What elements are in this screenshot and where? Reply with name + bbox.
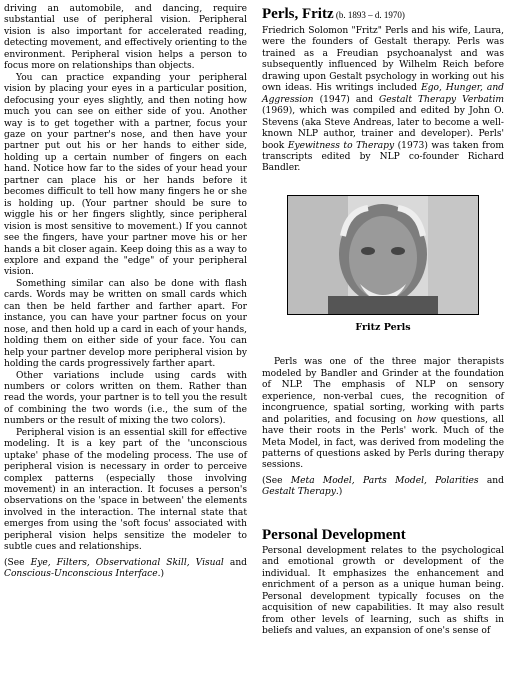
see-also-link[interactable]: Conscious-Unconscious Interface <box>4 569 158 580</box>
left-column <box>4 4 247 581</box>
paragraph: You can practice expanding your peripheral vision by placing your eyes in a particular position, defocusing your eyes slightly, and then noting how much you can see on either side of you. Another way is to get together with a partner, focus your gaze on your partner's nose, and then have your partner put out his or her hands to either side, holding up a certain number of fingers on each hand. Notice how far to the sides of your head your partner can place his or her hands before it becomes difficult to tell how many fingers he or she is holding up. (Your partner should be sure to wiggle his or her fingers slightly, since peripheral vision is most sensitive to movement.) If you cannot see the fingers, have your partner move his or her hands a bit closer again. Keep doing this as a way to explore and expand the "edge" of your peripheral vision. <box>4 72 247 278</box>
paragraph: Peripheral vision is an essential skill for effective modeling. It is a key part of the 'unconscious uptake' phase of the modeling process. The use of peripheral vision is necessary in order to perceive complex patterns (especially those involving movement) in an interaction. It focuses a person's observations on the 'space in between' the elements involved in the interaction. The internal state that emerges from using the 'soft focus' associated with peripheral vision helps sensitize the modeler to subtle cues and relationships. <box>4 427 247 553</box>
entry-dates: (b. 1893 – d. 1970) <box>333 10 405 20</box>
book-title: Gestalt Therapy Verbatim <box>379 94 504 105</box>
paragraph: Something similar can also be done with flash cards. Words may be written on small cards which can then be held farther and farther apart. For instance, you can have your partner focus on your nose, and then hold up a card in each of your hands, holding them on either side of your face. You can help your partner develop more peripheral vision by holding the cards progressively farther apart. <box>4 278 247 370</box>
portrait-photo <box>287 195 479 315</box>
see-also-links[interactable]: Eye, Filters, Observational Skill, Visual <box>30 557 224 568</box>
book-title: Eyewitness to Therapy <box>287 140 395 151</box>
see-also-links[interactable]: Meta Model, Parts Model, Polarities <box>290 475 479 486</box>
paragraph: Perls was one of the three major therapists modeled by Bandler and Grinder at the foundation of NLP. The emphasis of NLP on sensory experience, non-verbal cues, the recognition of incongruence, spatial sorting, working with parts and polarities, and focusing on how questions, all have their roots in the Perls' work. Much of the Meta Model, in fact, was derived from modeling the patterns of questions asked by Perls during therapy sessions. <box>262 357 504 471</box>
entry-heading: Personal Development <box>262 526 406 543</box>
paragraph: Personal development relates to the psychological and emotional growth or development of the individual. It emphasizes the enhancement and enrichment of a person as a unique human being. Personal development typically focuses on the acquisition of new capabilities. It may also result from other levels of learning, such as shifts in beliefs and values, an expansion of one's sense of <box>262 545 504 636</box>
right-column <box>262 4 504 637</box>
photo-caption: Fritz Perls <box>355 321 411 333</box>
see-also: (See Meta Model, Parts Model, Polarities and Gestalt Therapy.) <box>262 475 504 498</box>
book-title: Ego, Hunger, and Aggression <box>262 83 504 105</box>
see-also: (See Eye, Filters, Observational Skill, Visual and Conscious-Unconscious Interface.) <box>4 557 247 580</box>
paragraph: driving an automobile, and dancing, require substantial use of peripheral vision. Peripheral vision is also important for accelerated reading, detecting movement, and effectively orienting to the environment. Peripheral vision helps a person to focus more on relationships than objects. <box>4 4 247 72</box>
paragraph: Other variations include using cards with numbers or colors written on them. Rather than read the words, your partner is to tell you the result of combining the two words (i.e., the sum of the numbers or the result of mixing the two colors). <box>4 370 247 427</box>
paragraph: Friedrich Solomon "Fritz" Perls and his wife, Laura, were the founders of Gestalt therapy. Perls was trained as a Freudian psychoanalyst and was subsequently influenced by Wilhelm Reich before drawing upon Gestalt psychology in working out his own ideas. His writings included Ego, Hunger, and Aggression (1947) and Gestalt Therapy Verbatim (1969), which was compiled and edited by John O. Stevens (aka Steve Andreas, later to become a well-known NLP author, trainer and developer). Perls' book Eyewitness to Therapy (1973) was taken from transcripts edited by NLP co-founder Richard Bandler. <box>262 26 504 174</box>
entry-heading: Perls, Fritz (b. 1893 – d. 1970) <box>262 6 405 22</box>
see-also-link[interactable]: Gestalt Therapy <box>262 487 336 498</box>
